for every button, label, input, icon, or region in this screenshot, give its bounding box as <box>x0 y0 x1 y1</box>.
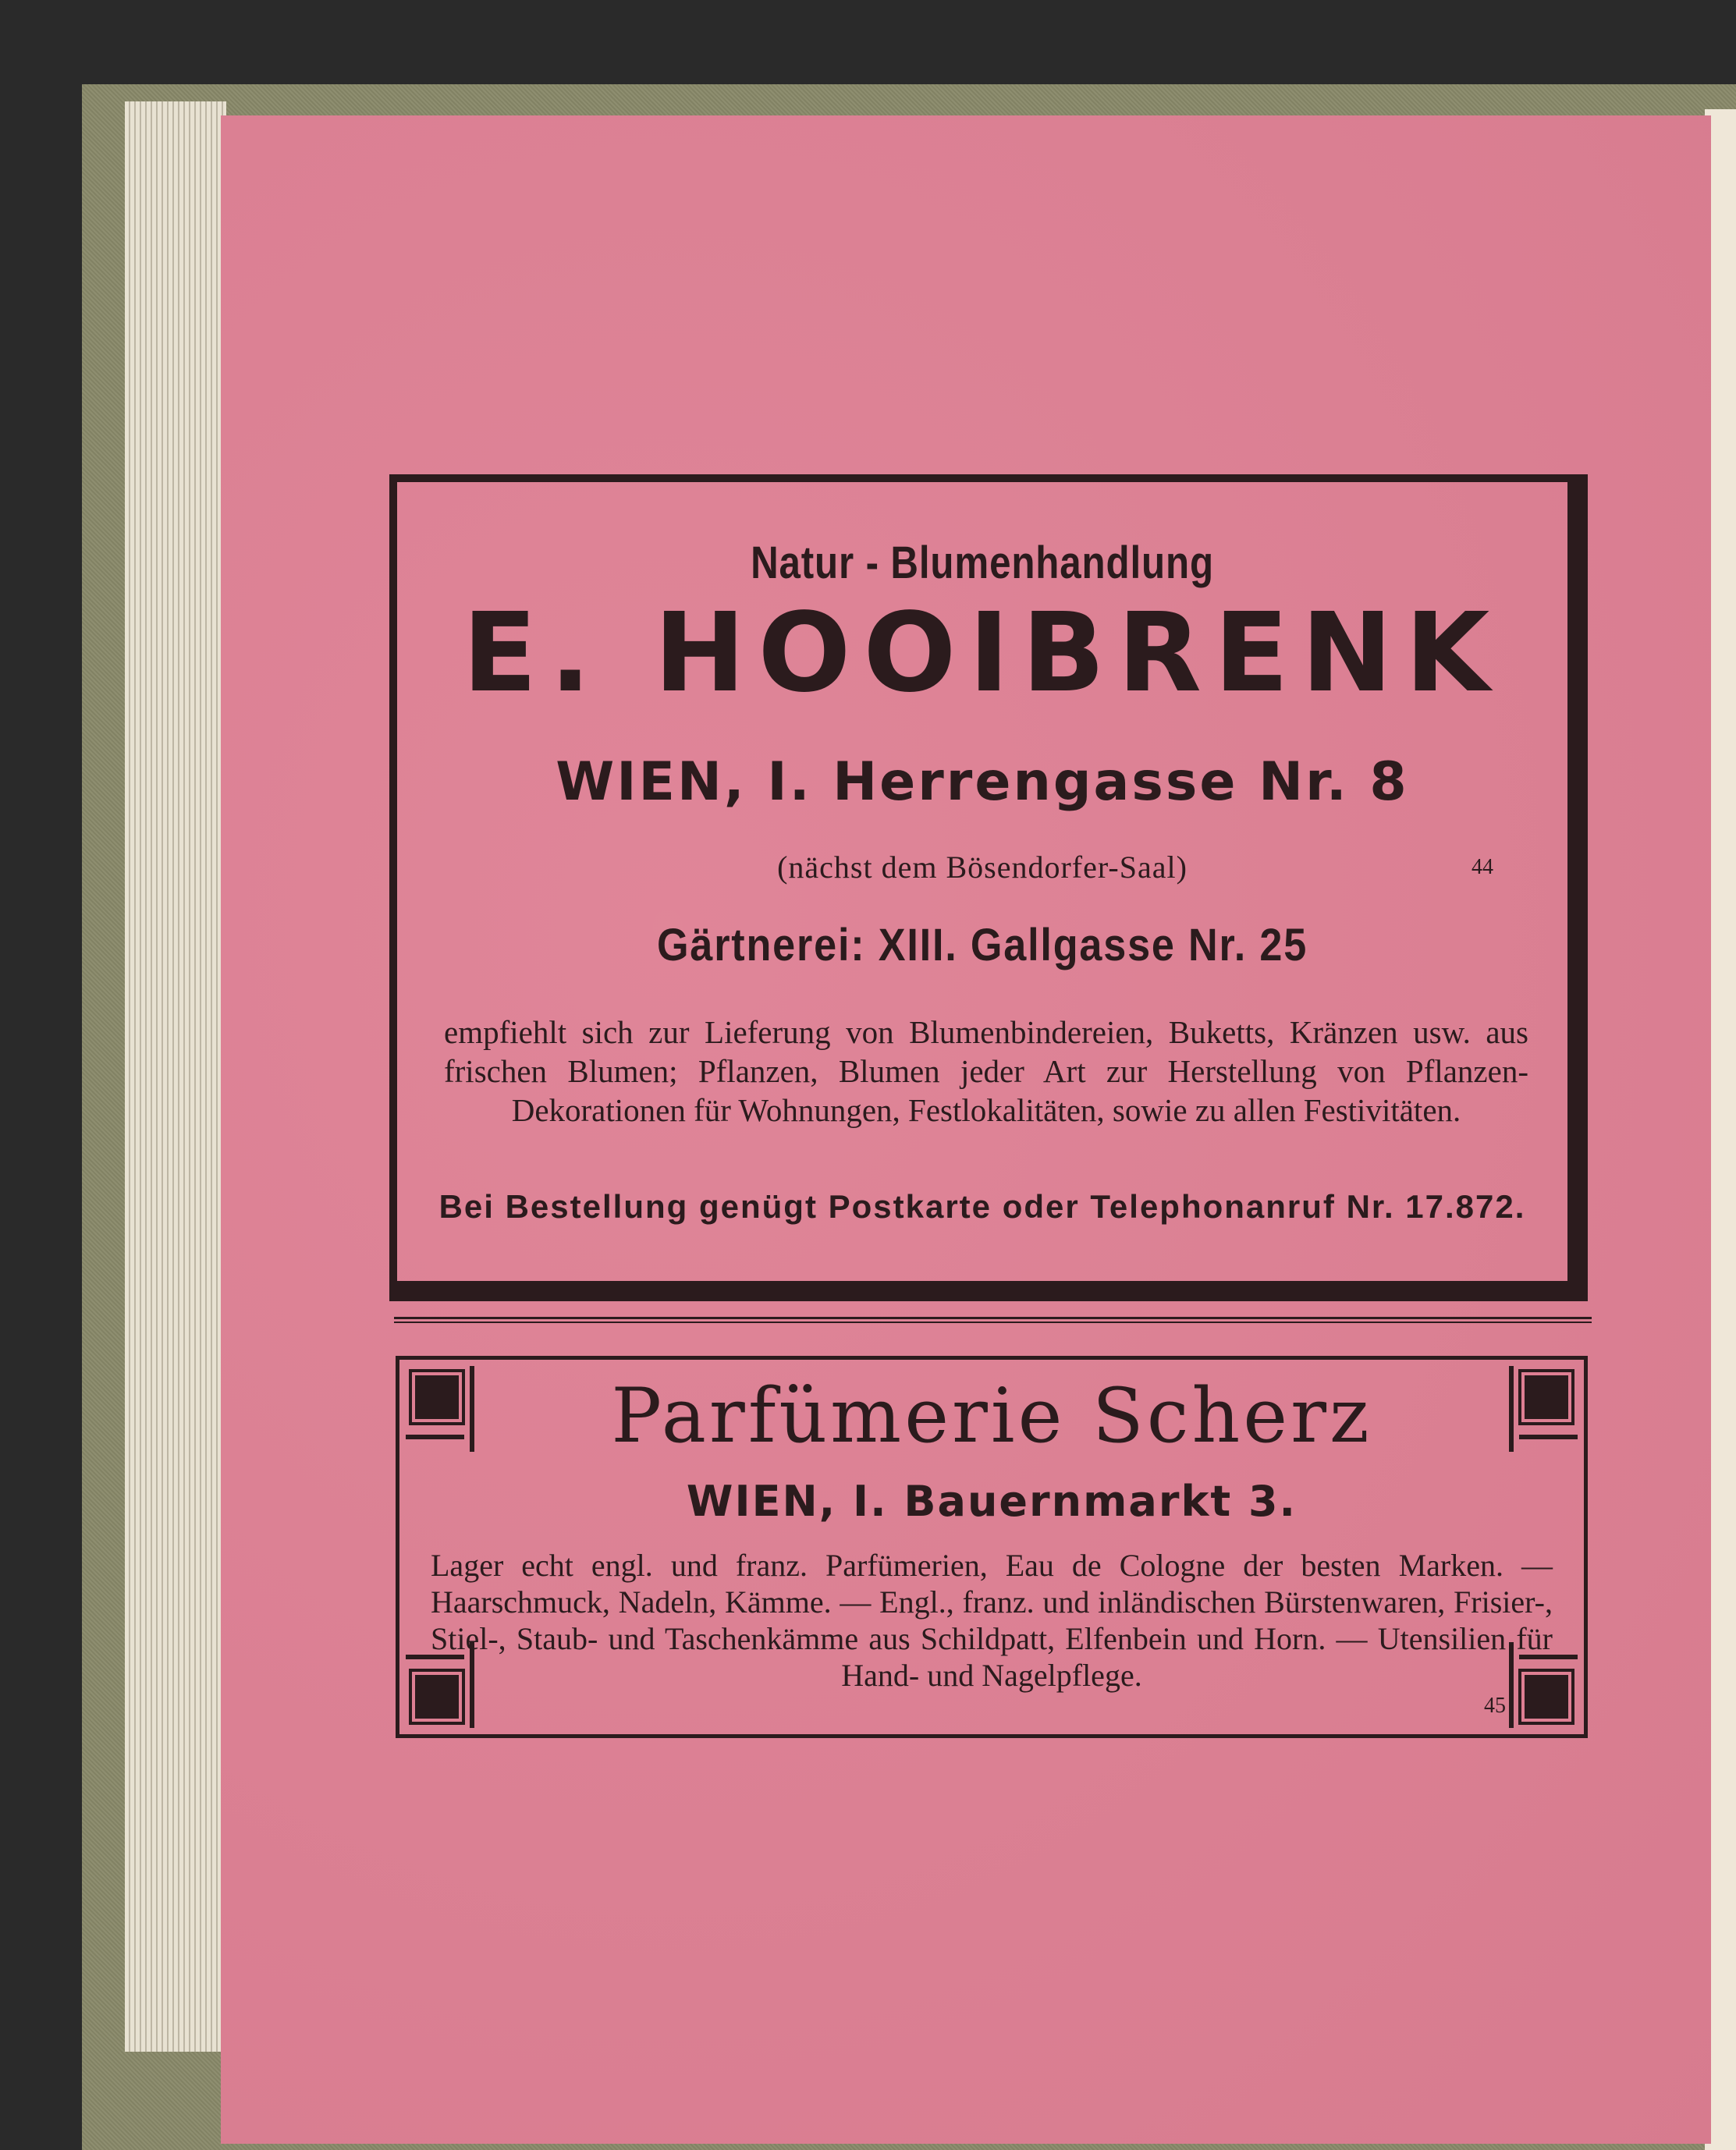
hooibrenk-number: 44 <box>1472 855 1493 879</box>
scherz-advertisement <box>396 1356 1588 1738</box>
hooibrenk-order: Bei Bestellung genügt Postkarte oder Telephonanruf Nr. 17.872. <box>438 1188 1526 1225</box>
page-stack-edge <box>125 101 226 2052</box>
scherz-body: Lager echt engl. und franz. Parfümerien, Eau de Cologne der besten Marken. — Haarschmuck, Nadeln, Kämme. — Engl., franz. und inländischen Bürstenwaren, Frisier-, Stiel-, Staub- und Taschenkämme aus Schildpatt, Elfenbein und Horn. — Utensilien für Hand- und Nagelpflege. <box>431 1548 1553 1693</box>
hooibrenk-subtitle: Natur - Blumenhandlung <box>751 538 1214 588</box>
hooibrenk-name: E. HOOIBRENK <box>462 590 1503 717</box>
scherz-address: WIEN, I. Bauernmarkt 3. <box>686 1477 1298 1526</box>
section-divider <box>394 1317 1592 1323</box>
hooibrenk-advertisement <box>389 474 1588 1301</box>
scherz-number: 45 <box>1484 1694 1506 1718</box>
scherz-name: Parfümerie Scherz <box>611 1372 1372 1460</box>
hooibrenk-address: WIEN, I. Herrengasse Nr. 8 <box>556 751 1409 813</box>
hooibrenk-body: empfiehlt sich zur Lieferung von Blumenbindereien, Buketts, Kränzen usw. aus frischen Blumen; Pflanzen, Blumen jeder Art zur Herstellung von Pflanzen-Dekorationen für Wohnungen, Festlokalitäten, sowie zu allen Festivitäten. <box>444 1014 1528 1128</box>
hooibrenk-garden: Gärtnerei: XIII. Gallgasse Nr. 25 <box>656 920 1308 970</box>
hooibrenk-near: (nächst dem Bösendorfer-Saal) <box>777 850 1188 885</box>
advertisement-page <box>221 115 1711 2144</box>
